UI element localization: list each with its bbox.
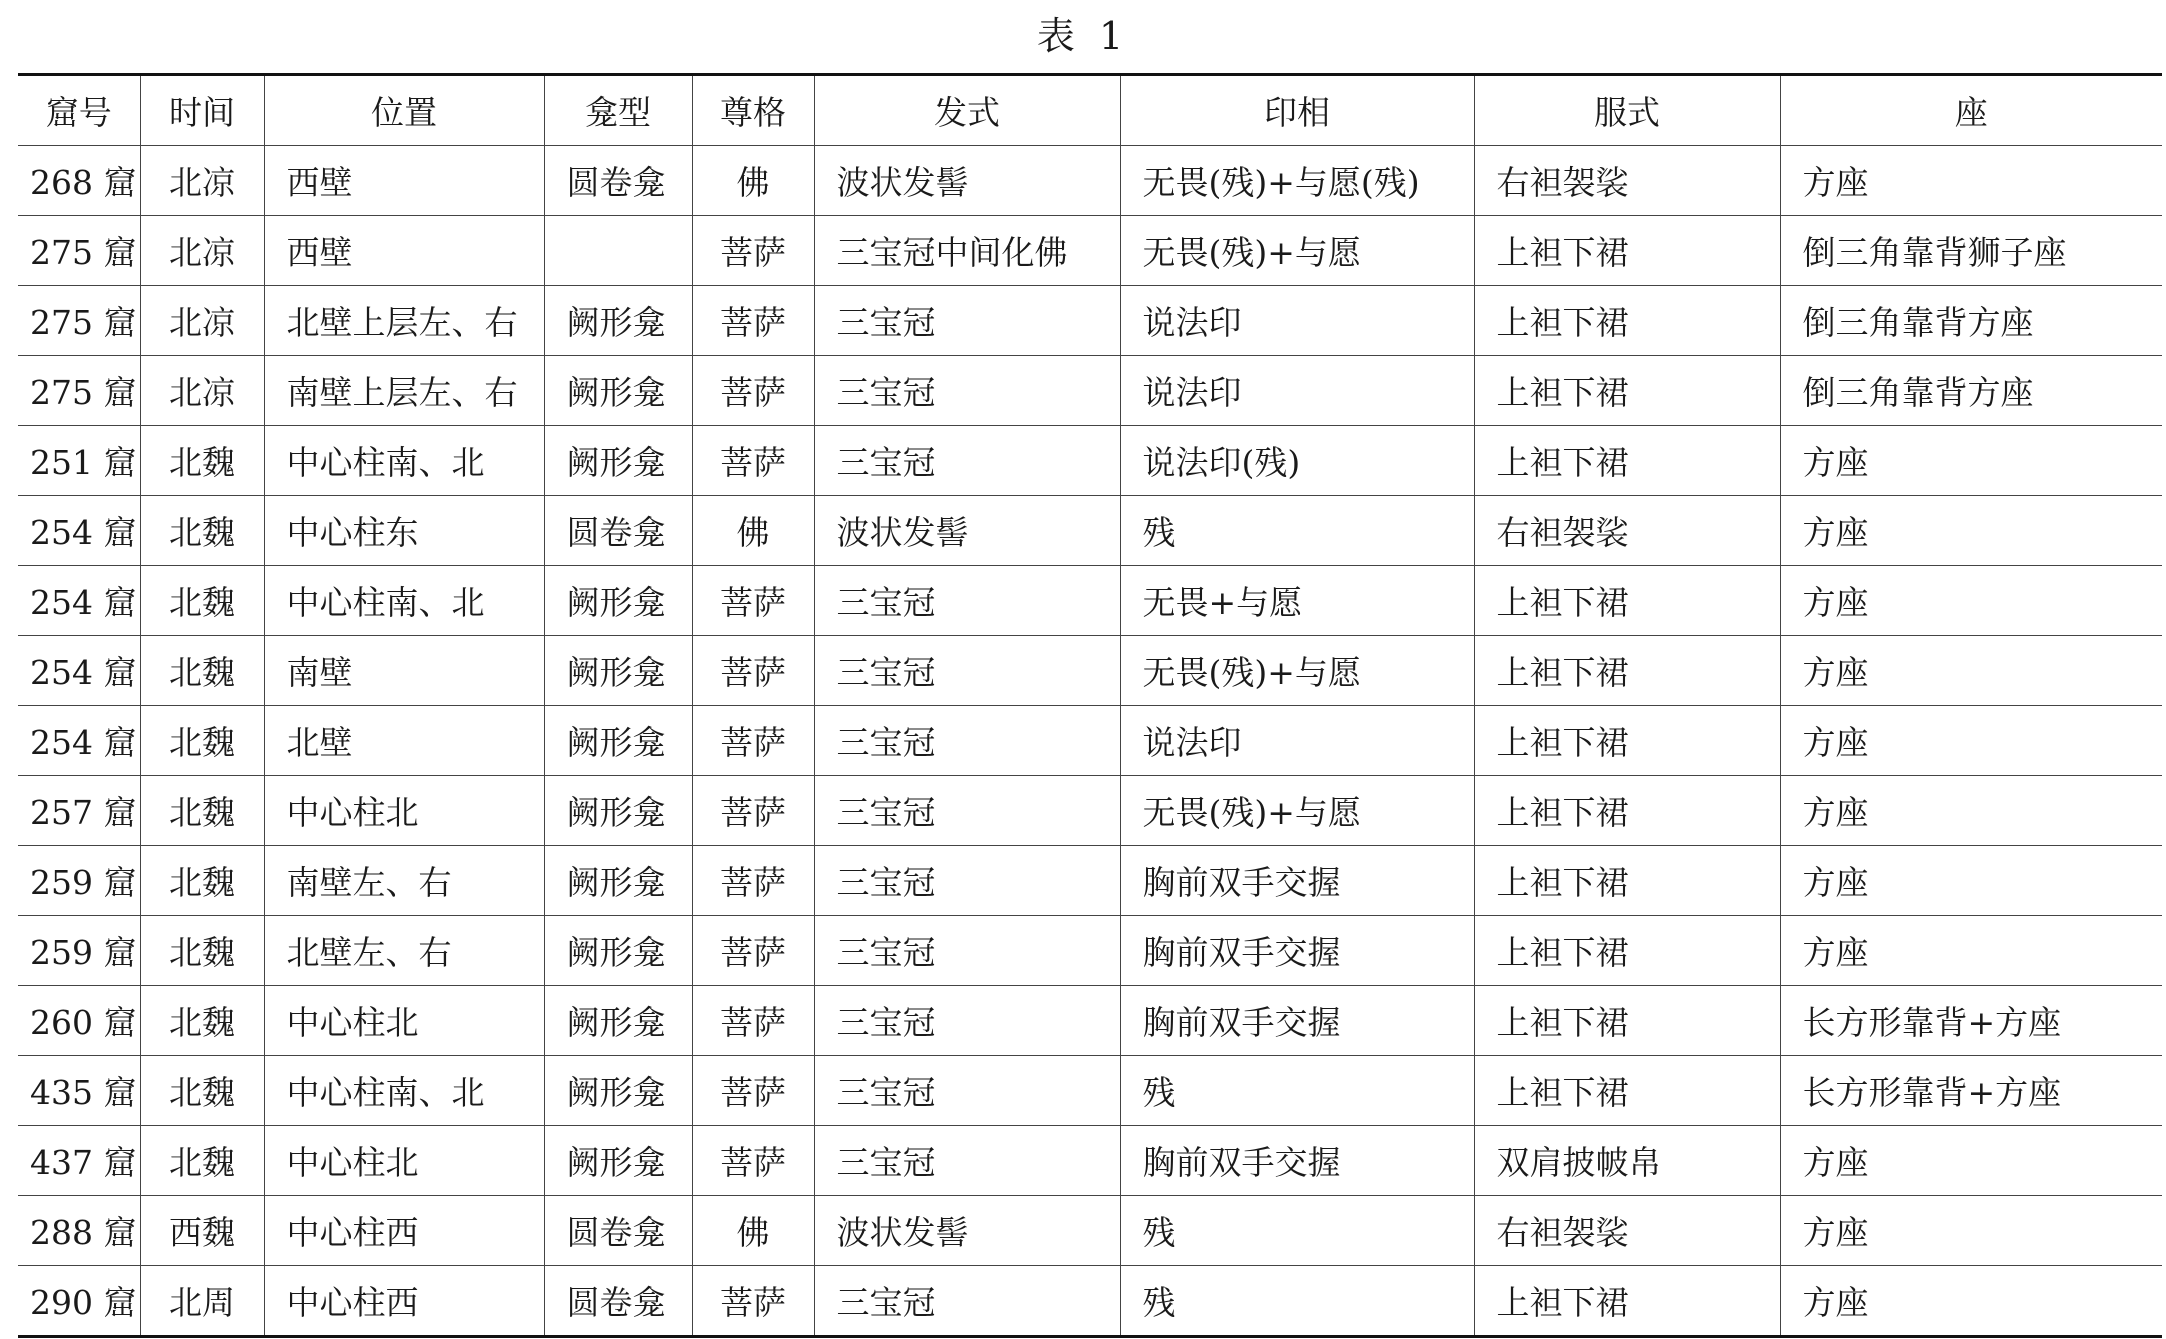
cell-seat: 方座 xyxy=(1780,1196,2162,1266)
cell-mudra: 无畏+与愿 xyxy=(1120,566,1474,636)
cell-location: 中心柱北 xyxy=(264,776,544,846)
cell-attire: 上袒下裙 xyxy=(1474,706,1780,776)
cell-cave-number: 251 窟 xyxy=(18,426,140,496)
col-mudra-header: 印相 xyxy=(1120,75,1474,146)
cell-mudra: 残 xyxy=(1120,1266,1474,1337)
cell-seat: 方座 xyxy=(1780,496,2162,566)
cell-niche-type: 阙形龛 xyxy=(544,916,692,986)
col-seat-header: 座 xyxy=(1780,75,2162,146)
table-row xyxy=(18,1266,2162,1337)
cell-seat: 倒三角靠背方座 xyxy=(1780,286,2162,356)
cell-cave-number: 257 窟 xyxy=(18,776,140,846)
cell-location: 南壁左、右 xyxy=(264,846,544,916)
cell-attire: 上袒下裙 xyxy=(1474,566,1780,636)
cell-hairstyle: 三宝冠 xyxy=(814,636,1120,706)
table-row xyxy=(18,916,2162,986)
cell-niche-type: 阙形龛 xyxy=(544,846,692,916)
cell-mudra: 胸前双手交握 xyxy=(1120,916,1474,986)
cell-period: 北魏 xyxy=(140,776,264,846)
cell-cave-number: 259 窟 xyxy=(18,916,140,986)
cell-hairstyle: 三宝冠 xyxy=(814,706,1120,776)
cell-location: 北壁左、右 xyxy=(264,916,544,986)
cell-attire: 双肩披帔帛 xyxy=(1474,1126,1780,1196)
cell-niche-type: 圆卷龛 xyxy=(544,496,692,566)
cell-mudra: 无畏(残)+与愿 xyxy=(1120,216,1474,286)
cell-hairstyle: 三宝冠 xyxy=(814,356,1120,426)
cell-mudra: 胸前双手交握 xyxy=(1120,846,1474,916)
cell-deity: 菩萨 xyxy=(692,286,814,356)
cell-niche-type: 阙形龛 xyxy=(544,286,692,356)
cell-deity: 菩萨 xyxy=(692,356,814,426)
table-row xyxy=(18,286,2162,356)
cell-mudra: 胸前双手交握 xyxy=(1120,1126,1474,1196)
col-location-header: 位置 xyxy=(264,75,544,146)
cell-hairstyle: 三宝冠 xyxy=(814,1056,1120,1126)
cell-deity: 菩萨 xyxy=(692,846,814,916)
cell-attire: 上袒下裙 xyxy=(1474,286,1780,356)
cell-deity: 菩萨 xyxy=(692,986,814,1056)
cell-seat: 方座 xyxy=(1780,636,2162,706)
cell-period: 北魏 xyxy=(140,706,264,776)
cell-location: 南壁上层左、右 xyxy=(264,356,544,426)
cell-location: 西壁 xyxy=(264,216,544,286)
cell-cave-number: 268 窟 xyxy=(18,146,140,216)
cell-niche-type: 阙形龛 xyxy=(544,1056,692,1126)
cell-mudra: 无畏(残)+与愿 xyxy=(1120,776,1474,846)
cell-period: 北魏 xyxy=(140,846,264,916)
cell-mudra: 说法印 xyxy=(1120,356,1474,426)
cell-cave-number: 435 窟 xyxy=(18,1056,140,1126)
cell-hairstyle: 三宝冠 xyxy=(814,776,1120,846)
cell-cave-number: 254 窟 xyxy=(18,636,140,706)
cell-location: 北壁 xyxy=(264,706,544,776)
cell-deity: 佛 xyxy=(692,146,814,216)
cell-attire: 上袒下裙 xyxy=(1474,846,1780,916)
cell-location: 中心柱西 xyxy=(264,1196,544,1266)
cell-seat: 方座 xyxy=(1780,916,2162,986)
table-row xyxy=(18,426,2162,496)
cell-niche-type xyxy=(544,216,692,286)
cell-period: 西魏 xyxy=(140,1196,264,1266)
cell-attire: 右袒袈裟 xyxy=(1474,146,1780,216)
cell-location: 中心柱南、北 xyxy=(264,566,544,636)
cell-deity: 菩萨 xyxy=(692,216,814,286)
cell-mudra: 残 xyxy=(1120,496,1474,566)
cell-attire: 右袒袈裟 xyxy=(1474,1196,1780,1266)
cell-hairstyle: 波状发髻 xyxy=(814,146,1120,216)
cell-attire: 上袒下裙 xyxy=(1474,776,1780,846)
cell-attire: 上袒下裙 xyxy=(1474,636,1780,706)
table-caption: 表 1 xyxy=(1036,14,1130,58)
cell-cave-number: 254 窟 xyxy=(18,496,140,566)
cell-seat: 倒三角靠背狮子座 xyxy=(1780,216,2162,286)
cell-seat: 方座 xyxy=(1780,1126,2162,1196)
table-body xyxy=(18,146,2162,1337)
cell-hairstyle: 三宝冠 xyxy=(814,986,1120,1056)
cell-seat: 方座 xyxy=(1780,146,2162,216)
table-row xyxy=(18,776,2162,846)
cell-mudra: 说法印(残) xyxy=(1120,426,1474,496)
cell-location: 北壁上层左、右 xyxy=(264,286,544,356)
col-deity-header: 尊格 xyxy=(692,75,814,146)
table-row xyxy=(18,846,2162,916)
header-row xyxy=(18,75,2162,146)
cell-period: 北周 xyxy=(140,1266,264,1337)
cell-deity: 菩萨 xyxy=(692,916,814,986)
cell-hairstyle: 三宝冠 xyxy=(814,1266,1120,1337)
cell-seat: 方座 xyxy=(1780,846,2162,916)
cell-attire: 上袒下裙 xyxy=(1474,986,1780,1056)
cell-seat: 倒三角靠背方座 xyxy=(1780,356,2162,426)
cell-mudra: 残 xyxy=(1120,1196,1474,1266)
cave-statue-table xyxy=(18,73,2162,1338)
cell-mudra: 残 xyxy=(1120,1056,1474,1126)
table-row xyxy=(18,636,2162,706)
cell-attire: 上袒下裙 xyxy=(1474,356,1780,426)
cell-location: 南壁 xyxy=(264,636,544,706)
cell-mudra: 无畏(残)+与愿(残) xyxy=(1120,146,1474,216)
cell-cave-number: 275 窟 xyxy=(18,356,140,426)
cell-period: 北凉 xyxy=(140,286,264,356)
cell-period: 北魏 xyxy=(140,1056,264,1126)
cell-hairstyle: 三宝冠 xyxy=(814,566,1120,636)
cell-niche-type: 阙形龛 xyxy=(544,986,692,1056)
table-header xyxy=(18,75,2162,146)
cell-deity: 佛 xyxy=(692,1196,814,1266)
cell-period: 北魏 xyxy=(140,986,264,1056)
cell-niche-type: 阙形龛 xyxy=(544,706,692,776)
cell-location: 中心柱北 xyxy=(264,1126,544,1196)
cell-deity: 菩萨 xyxy=(692,1056,814,1126)
table-row xyxy=(18,566,2162,636)
cell-cave-number: 288 窟 xyxy=(18,1196,140,1266)
cell-niche-type: 阙形龛 xyxy=(544,776,692,846)
table-row xyxy=(18,1196,2162,1266)
cell-cave-number: 275 窟 xyxy=(18,286,140,356)
table-row xyxy=(18,1056,2162,1126)
cell-attire: 上袒下裙 xyxy=(1474,1266,1780,1337)
table-row xyxy=(18,1126,2162,1196)
cell-attire: 上袒下裙 xyxy=(1474,916,1780,986)
col-cave-number-header: 窟号 xyxy=(18,75,140,146)
table-row xyxy=(18,986,2162,1056)
cell-attire: 上袒下裙 xyxy=(1474,216,1780,286)
col-attire-header: 服式 xyxy=(1474,75,1780,146)
cell-hairstyle: 三宝冠中间化佛 xyxy=(814,216,1120,286)
cell-hairstyle: 波状发髻 xyxy=(814,496,1120,566)
cell-location: 中心柱西 xyxy=(264,1266,544,1337)
cell-seat: 方座 xyxy=(1780,1266,2162,1337)
cell-seat: 长方形靠背+方座 xyxy=(1780,986,2162,1056)
cell-cave-number: 259 窟 xyxy=(18,846,140,916)
cell-niche-type: 阙形龛 xyxy=(544,426,692,496)
cell-hairstyle: 三宝冠 xyxy=(814,1126,1120,1196)
cell-cave-number: 260 窟 xyxy=(18,986,140,1056)
cell-mudra: 无畏(残)+与愿 xyxy=(1120,636,1474,706)
cell-attire: 上袒下裙 xyxy=(1474,426,1780,496)
cell-niche-type: 圆卷龛 xyxy=(544,1266,692,1337)
cell-seat: 方座 xyxy=(1780,566,2162,636)
table-row xyxy=(18,146,2162,216)
cell-niche-type: 阙形龛 xyxy=(544,636,692,706)
cell-location: 西壁 xyxy=(264,146,544,216)
cell-seat: 方座 xyxy=(1780,776,2162,846)
cell-seat: 方座 xyxy=(1780,426,2162,496)
cell-deity: 菩萨 xyxy=(692,636,814,706)
cell-mudra: 说法印 xyxy=(1120,706,1474,776)
cell-period: 北凉 xyxy=(140,146,264,216)
cell-location: 中心柱南、北 xyxy=(264,426,544,496)
cell-mudra: 胸前双手交握 xyxy=(1120,986,1474,1056)
col-niche-type-header: 龛型 xyxy=(544,75,692,146)
cell-location: 中心柱南、北 xyxy=(264,1056,544,1126)
cell-attire: 右袒袈裟 xyxy=(1474,496,1780,566)
cell-seat: 方座 xyxy=(1780,706,2162,776)
cell-deity: 菩萨 xyxy=(692,706,814,776)
cell-period: 北凉 xyxy=(140,216,264,286)
table-row xyxy=(18,216,2162,286)
cell-period: 北凉 xyxy=(140,356,264,426)
col-hairstyle-header: 发式 xyxy=(814,75,1120,146)
cell-cave-number: 254 窟 xyxy=(18,706,140,776)
cell-location: 中心柱北 xyxy=(264,986,544,1056)
table-row xyxy=(18,496,2162,566)
cell-period: 北魏 xyxy=(140,496,264,566)
cell-deity: 菩萨 xyxy=(692,776,814,846)
cell-mudra: 说法印 xyxy=(1120,286,1474,356)
cell-deity: 菩萨 xyxy=(692,1266,814,1337)
cell-period: 北魏 xyxy=(140,426,264,496)
cell-attire: 上袒下裙 xyxy=(1474,1056,1780,1126)
cell-deity: 菩萨 xyxy=(692,1126,814,1196)
cell-niche-type: 阙形龛 xyxy=(544,566,692,636)
table-row xyxy=(18,706,2162,776)
cell-deity: 菩萨 xyxy=(692,426,814,496)
cell-period: 北魏 xyxy=(140,636,264,706)
cell-niche-type: 圆卷龛 xyxy=(544,1196,692,1266)
cell-hairstyle: 三宝冠 xyxy=(814,426,1120,496)
cell-location: 中心柱东 xyxy=(264,496,544,566)
cell-period: 北魏 xyxy=(140,566,264,636)
cell-hairstyle: 三宝冠 xyxy=(814,846,1120,916)
cell-niche-type: 圆卷龛 xyxy=(544,146,692,216)
cell-cave-number: 437 窟 xyxy=(18,1126,140,1196)
cell-cave-number: 254 窟 xyxy=(18,566,140,636)
cell-hairstyle: 三宝冠 xyxy=(814,916,1120,986)
cell-hairstyle: 波状发髻 xyxy=(814,1196,1120,1266)
cell-deity: 佛 xyxy=(692,496,814,566)
cell-niche-type: 阙形龛 xyxy=(544,356,692,426)
cell-niche-type: 阙形龛 xyxy=(544,1126,692,1196)
cell-hairstyle: 三宝冠 xyxy=(814,286,1120,356)
cell-cave-number: 275 窟 xyxy=(18,216,140,286)
col-period-header: 时间 xyxy=(140,75,264,146)
cell-deity: 菩萨 xyxy=(692,566,814,636)
cell-period: 北魏 xyxy=(140,1126,264,1196)
cell-cave-number: 290 窟 xyxy=(18,1266,140,1337)
table-row xyxy=(18,356,2162,426)
cell-period: 北魏 xyxy=(140,916,264,986)
cell-seat: 长方形靠背+方座 xyxy=(1780,1056,2162,1126)
